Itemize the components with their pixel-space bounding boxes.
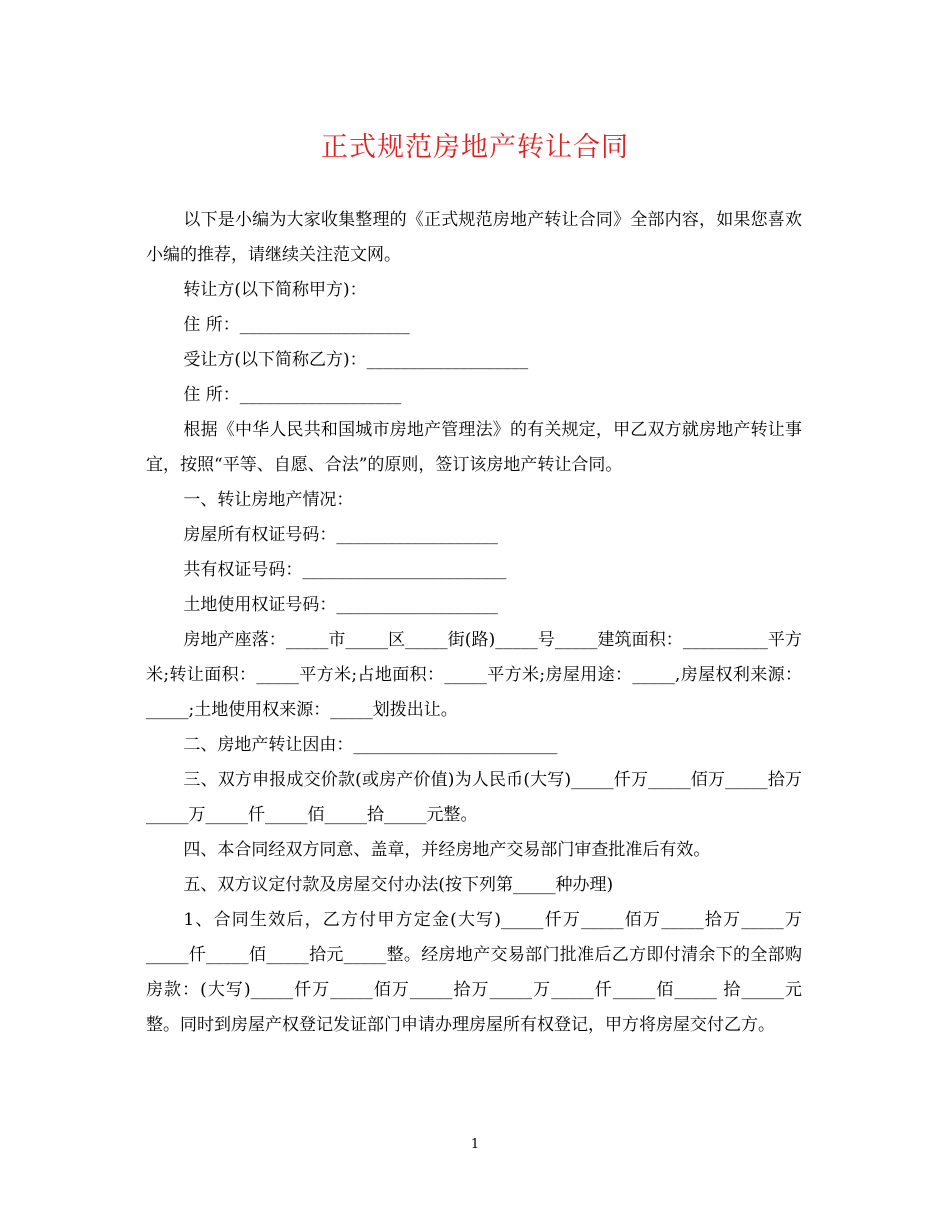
document-body xyxy=(146,203,802,1043)
section-3-paragraph: 三、双方申报成交价款(或房产价值)为人民币(大写)_____仟万_____佰万_____拾万_____万_____仟_____佰_____拾_____元整。 xyxy=(146,770,802,825)
page-number: 1 xyxy=(470,1137,480,1152)
payment-clause-1-paragraph: 1、合同生效后，乙方付甲方定金(大写)_____仟万_____佰万_____拾万_____万_____仟_____佰_____拾元_____整。经房地产交易部门批准后乙方即付清余下的全部购房款：(大写)_____仟万_____佰万_____拾万_____万_____仟_____佰_____ 拾_____元整。同时到房屋产权登记发证部门申请办理房屋所有权登记，甲方将房屋交付乙方。 xyxy=(146,910,802,1035)
property-location-paragraph: 房地产座落：_____市_____区_____街(路)_____号_____建筑面积：__________平方米;转让面积：_____平方米;占地面积：_____平方米;房屋用途：_____,房屋权利来源：_____;土地使用权来源：_____划拨出让。 xyxy=(146,630,802,720)
intro-paragraph: 以下是小编为大家收集整理的《正式规范房地产转让合同》全部内容，如果您喜欢小编的推荐，请继续关注范文网。 xyxy=(146,210,802,265)
land-use-cert-line: 土地使用权证号码：___________________ xyxy=(183,595,498,615)
transferee-address-line: 住 所：___________________ xyxy=(183,385,402,405)
section-4-paragraph: 四、本合同经双方同意、盖章，并经房地产交易部门审查批准后有效。 xyxy=(183,840,711,860)
document-title: 正式规范房地产转让合同 xyxy=(321,132,629,163)
section-5-heading: 五、双方议定付款及房屋交付办法(按下列第_____种办理) xyxy=(183,875,614,895)
legal-basis-paragraph: 根据《中华人民共和国城市房地产管理法》的有关规定，甲乙双方就房地产转让事宜，按照“平等、自愿、合法”的原则，签订该房地产转让合同。 xyxy=(146,420,802,475)
transferor-line: 转让方(以下简称甲方)： xyxy=(183,280,367,300)
ownership-cert-line: 房屋所有权证号码：___________________ xyxy=(183,525,498,545)
transferor-address-line: 住 所：____________________ xyxy=(183,315,410,335)
transferee-line: 受让方(以下简称乙方)：___________________ xyxy=(183,350,529,370)
section-2-line: 二、房地产转让因由：________________________ xyxy=(183,735,558,755)
co-ownership-cert-line: 共有权证号码：________________________ xyxy=(183,560,507,580)
section-1-heading: 一、转让房地产情况： xyxy=(183,490,354,510)
